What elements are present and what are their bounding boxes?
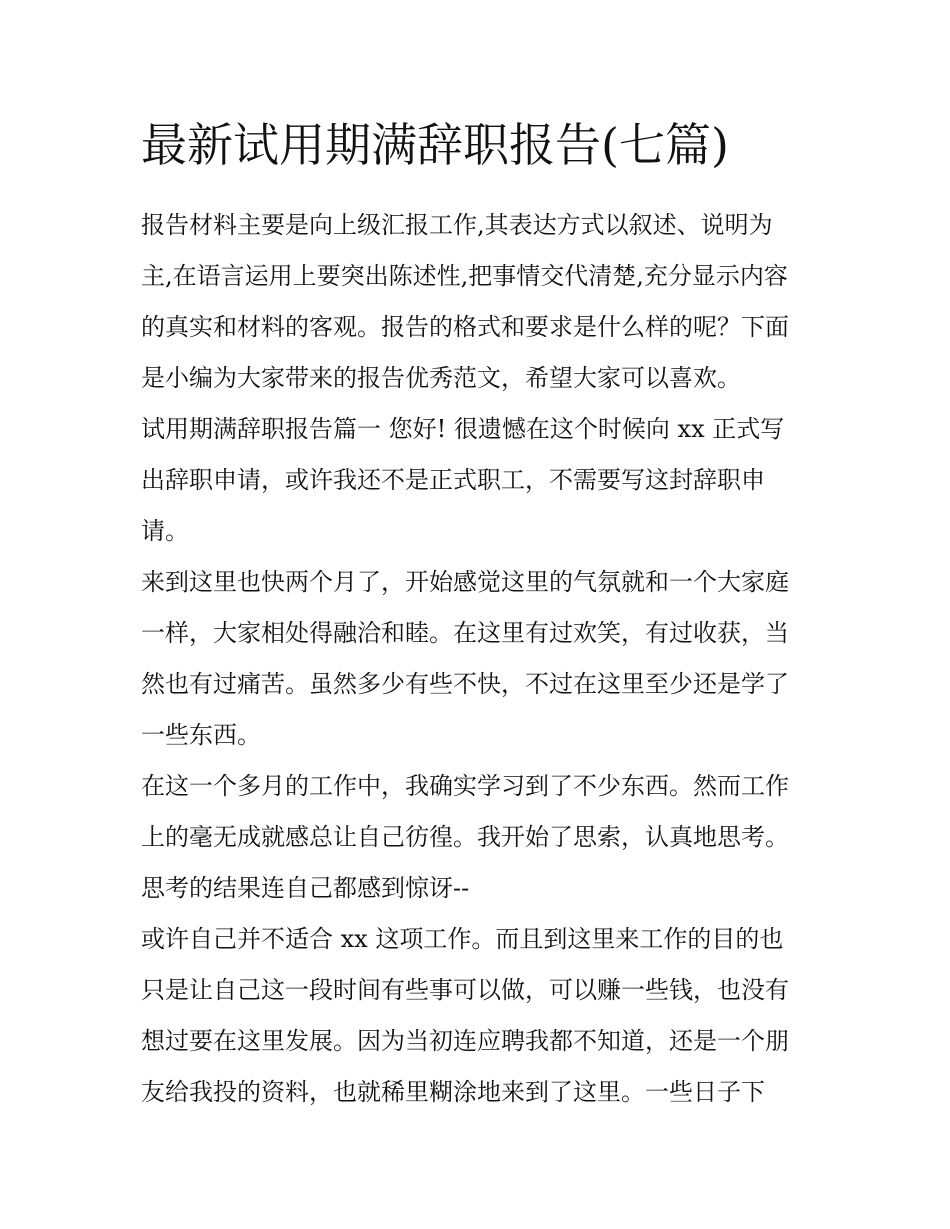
paragraph-line: 来到这里也快两个月了，开始感觉这里的气氛就和一个大家庭 — [141, 568, 789, 596]
paragraph-line: 出辞职申请，或许我还不是正式职工，不需要写这封辞职申 — [141, 466, 765, 494]
paragraph-line: 想过要在这里发展。因为当初连应聘我都不知道，还是一个朋 — [141, 1027, 789, 1055]
paragraph-intro — [141, 200, 821, 404]
paragraph-line: 思考的结果连自己都感到惊讶-- — [141, 874, 470, 902]
paragraph-line: 报告材料主要是向上级汇报工作,其表达方式以叙述、说明为 — [141, 211, 773, 239]
paragraph-line: 上的毫无成就感总让自己彷徨。我开始了思索，认真地思考。 — [141, 823, 789, 851]
paragraph-line: 是小编为大家带来的报告优秀范文，希望大家可以喜欢。 — [141, 364, 741, 392]
paragraph-section-one — [141, 404, 821, 557]
paragraph-line: 然也有过痛苦。虽然多少有些不快，不过在这里至少还是学了 — [141, 670, 789, 698]
paragraph-line: 的真实和材料的客观。报告的格式和要求是什么样的呢？下面 — [141, 313, 789, 341]
paragraph-line: 主,在语言运用上要突出陈述性,把事情交代清楚,充分显示内容 — [141, 262, 788, 290]
paragraph-reflection — [141, 761, 821, 914]
paragraph-line: 在这一个多月的工作中，我确实学习到了不少东西。然而工作 — [141, 772, 789, 800]
paragraph-line: 或许自己并不适合 xx 这项工作。而且到这里来工作的目的也 — [141, 925, 784, 953]
paragraph-atmosphere — [141, 557, 821, 761]
document-page — [141, 112, 821, 1118]
paragraph-line: 只是让自己这一段时间有些事可以做，可以赚一些钱，也没有 — [141, 976, 789, 1004]
paragraph-line: 一样，大家相处得融洽和睦。在这里有过欢笑，有过收获，当 — [141, 619, 789, 647]
paragraph-line: 试用期满辞职报告篇一 您好! 很遗憾在这个时候向 xx 正式写 — [141, 415, 785, 443]
paragraph-reason — [141, 914, 821, 1118]
paragraph-line: 请。 — [141, 517, 189, 545]
paragraph-line: 一些东西。 — [141, 721, 261, 749]
document-title: 最新试用期满辞职报告(七篇) — [141, 118, 729, 172]
paragraph-line: 友给我投的资料，也就稀里糊涂地来到了这里。一些日子下 — [141, 1078, 765, 1106]
